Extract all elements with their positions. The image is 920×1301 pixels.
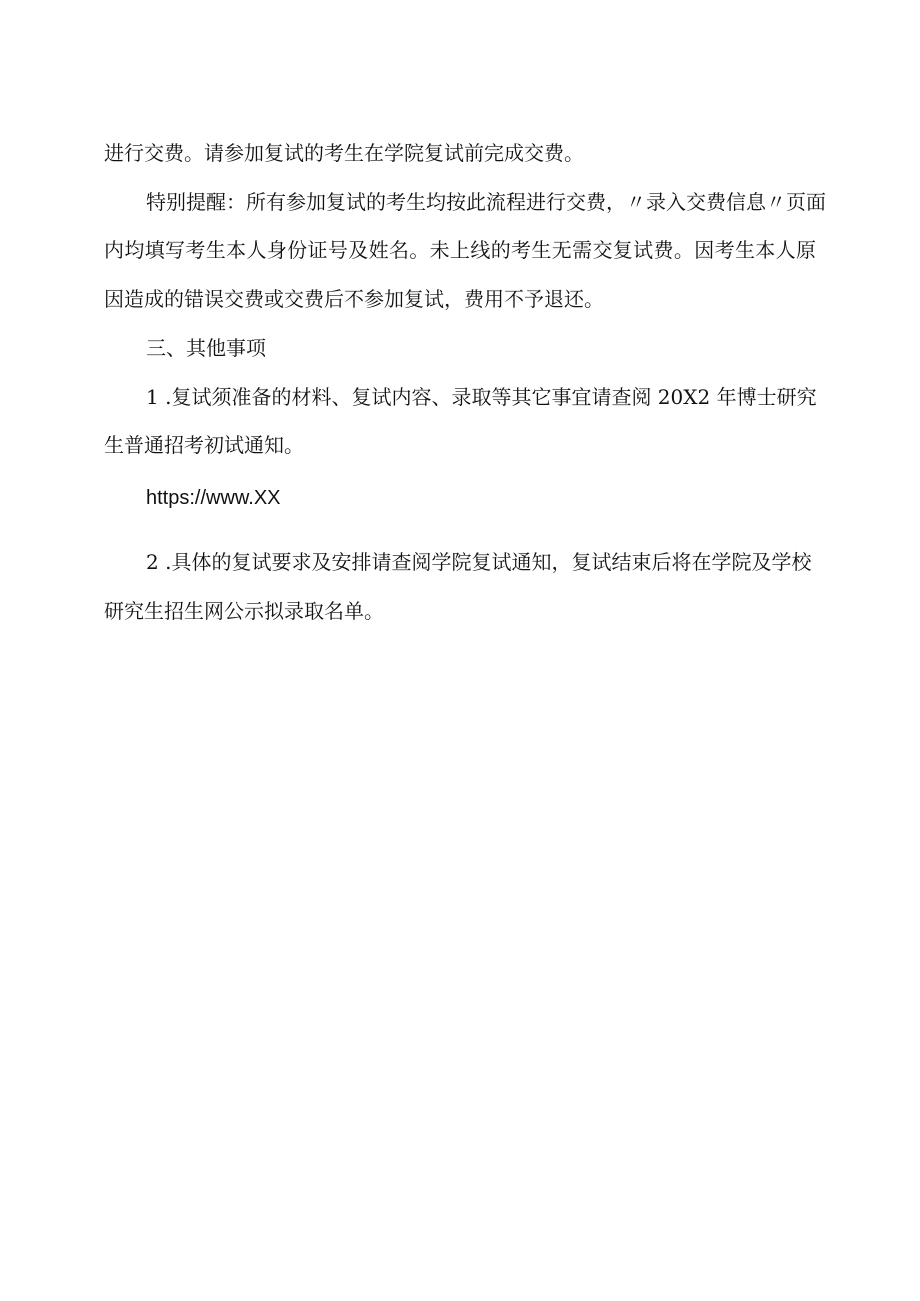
item-1-line-2: 生普通招考初试通知。 [104,433,304,457]
paragraph-line-1: 进行交费。请参加复试的考生在学院复试前完成交费。 [104,141,584,165]
reminder-line-1: 特别提醒：所有参加复试的考生均按此流程进行交费，〃录入交费信息〃页面 [146,190,826,214]
reminder-line-3: 因造成的错误交费或交费后不参加复试，费用不予退还。 [104,287,604,311]
section-heading: 三、其他事项 [146,336,266,360]
reminder-line-2: 内均填写考生本人身份证号及姓名。未上线的考生无需交复试费。因考生本人原 [104,240,816,262]
notice-link[interactable]: https://www.XX [146,487,281,509]
item-2-line-1: 2 .具体的复试要求及安排请查阅学院复试通知，复试结束后将在学院及学校 [146,550,812,574]
item-2-line-2: 研究生招生网公示拟录取名单。 [104,599,384,623]
item-1-line-1: 1 .复试须准备的材料、复试内容、录取等其它事宜请查阅 20X2 年博士研究 [146,385,817,409]
